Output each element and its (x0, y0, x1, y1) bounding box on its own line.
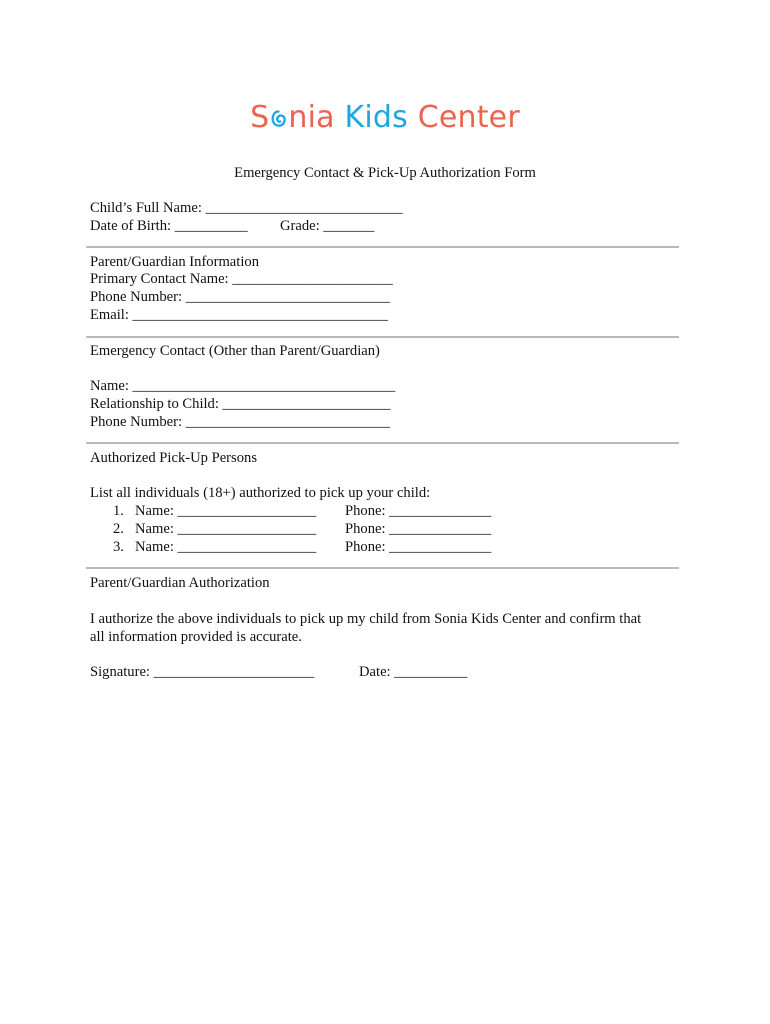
swirl-icon (270, 109, 287, 129)
logo-letter-s: S (250, 100, 270, 135)
pickup-phone-field[interactable]: Phone: ______________ (345, 539, 492, 555)
section-divider (86, 336, 679, 338)
emergency-phone-field[interactable]: Phone Number: ____________________________ (90, 414, 390, 430)
logo-word-center: Center (417, 100, 520, 135)
pickup-section-heading: Authorized Pick-Up Persons (90, 450, 257, 466)
child-dob-field[interactable]: Date of Birth: __________ (90, 218, 248, 234)
logo-word-sonia: nia (288, 100, 345, 135)
pickup-name-field[interactable]: Name: ___________________ (135, 521, 317, 537)
logo-word-kids: Kids (344, 100, 418, 135)
parent-phone-field[interactable]: Phone Number: ____________________________ (90, 289, 390, 305)
signature-date-field[interactable]: Date: __________ (359, 664, 468, 680)
parent-email-field[interactable]: Email: ___________________________________ (90, 307, 388, 323)
pickup-number: 2. (113, 521, 124, 537)
emergency-relationship-field[interactable]: Relationship to Child: _______________________ (90, 396, 391, 412)
form-title: Emergency Contact & Pick-Up Authorization Form (234, 165, 536, 181)
authorization-statement-line1: I authorize the above individuals to pick up my child from Sonia Kids Center and confirm that (90, 611, 642, 627)
primary-contact-name-field[interactable]: Primary Contact Name: ______________________ (90, 271, 393, 287)
section-divider (86, 246, 679, 248)
emergency-name-field[interactable]: Name: ____________________________________ (90, 378, 396, 394)
section-divider (86, 567, 679, 569)
authorization-section-heading: Parent/Guardian Authorization (90, 575, 270, 591)
pickup-phone-field[interactable]: Phone: ______________ (345, 521, 492, 537)
sonia-kids-center-logo (0, 100, 770, 136)
pickup-number: 1. (113, 503, 124, 519)
pickup-name-field[interactable]: Name: ___________________ (135, 539, 317, 555)
emergency-section-heading: Emergency Contact (Other than Parent/Guardian) (90, 343, 380, 359)
signature-field[interactable]: Signature: ______________________ (90, 664, 315, 680)
parent-section-heading: Parent/Guardian Information (90, 254, 259, 270)
pickup-phone-field[interactable]: Phone: ______________ (345, 503, 492, 519)
pickup-intro-text: List all individuals (18+) authorized to pick up your child: (90, 485, 431, 501)
child-grade-field[interactable]: Grade: _______ (280, 218, 375, 234)
pickup-name-field[interactable]: Name: ___________________ (135, 503, 317, 519)
authorization-statement-line2: all information provided is accurate. (90, 629, 302, 645)
child-name-field[interactable]: Child’s Full Name: ___________________________ (90, 200, 403, 216)
section-divider (86, 442, 679, 444)
pickup-number: 3. (113, 539, 124, 555)
